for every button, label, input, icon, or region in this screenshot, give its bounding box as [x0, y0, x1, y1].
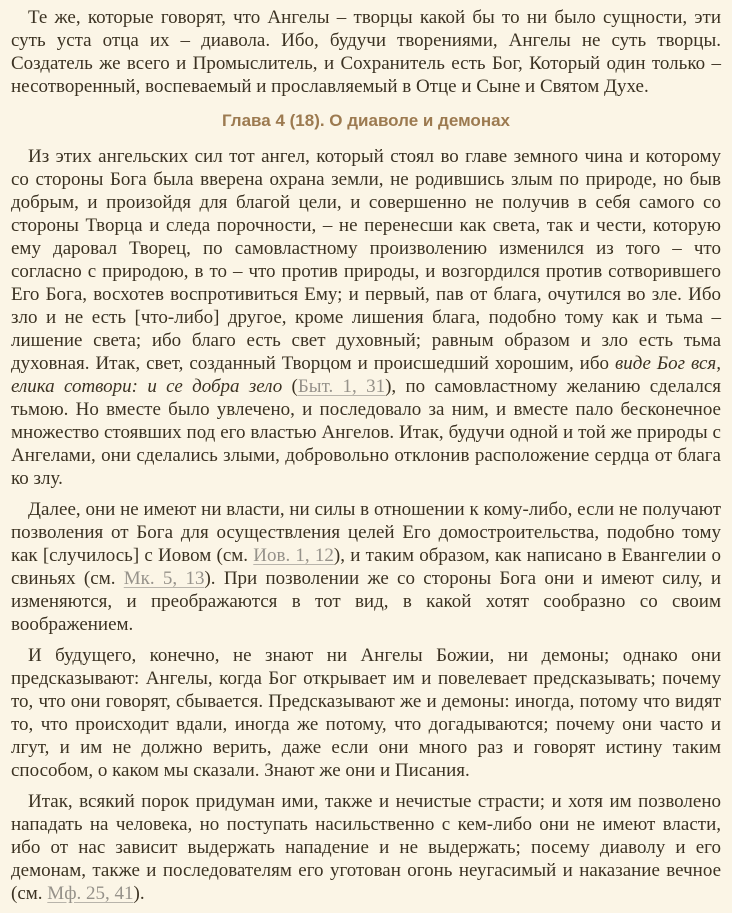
paragraph — [11, 145, 721, 490]
paragraph — [11, 6, 721, 98]
scripture-reference-link[interactable]: Мк. 5, 13 — [123, 568, 205, 589]
scripture-reference-link[interactable]: Быт. 1, 31 — [297, 376, 386, 397]
text-run: ( — [282, 376, 298, 397]
text-run: Из этих ангельских сил тот ангел, который стоял во главе земного чина и которому со стороны Бога была вверена охрана земли, не родившись злым по природе, но быв добрым, и произойдя для благой цели, и совершенно не получив в себя самого со стороны Творца и следа порочности, – не перенесши как света, так и чести, которую ему даровал Творец, по самовластному произволению изменился из того – что согласно с природою, в то – что против природы, и возгордился против сотворившего Его Бога, восхотев воспротивиться Ему; и первый, пав от блага, очутился во зле. Ибо зло и не есть [что-либо] другое, кроме лишения блага, подобно тому как и тьма – лишение света; ибо благо есть свет духовный; равным образом и зло есть тьма духовная. Итак, свет, созданный Творцом и происшедший хорошим, ибо — [11, 146, 721, 374]
scripture-reference-link[interactable]: Иов. 1, 12 — [253, 545, 334, 566]
paragraph — [11, 498, 721, 636]
paragraph — [11, 644, 721, 782]
scripture-reference-link[interactable]: Мф. 25, 41 — [47, 883, 134, 904]
text-run: ), по самовластному желанию сделался тьмою. Но вместе было увлечено, и последовало за ним, и вместе пало бесконечное множество стоявших под его властью Ангелов. Итак, будучи одной и той же природы с Ангелами, они сделались злыми, добровольно отклонив расположение сердца от блага ко злу. — [11, 376, 722, 489]
text-run: ). При позволении же со стороны Бога они и имеют силу, и изменяются, и преображаются в тот вид, в какой хотят сообразно со своим воображением. — [11, 568, 722, 635]
text-run: ), и таким образом, как написано в Евангелии о свиньях (см. — [11, 545, 721, 589]
chapter-heading: Глава 4 (18). О диаволе и демонах — [222, 111, 510, 130]
text-run: Те же, которые говорят, что Ангелы – творцы какой бы то ни было сущности, эти суть уста отца их – диавола. Ибо, будучи творениями, Ангелы не суть творцы. Создатель же всего и Промыслитель, и Сохранитель есть Бог, Который один только – несотворенный, воспеваемый и прославляемый в Отце и Сыне и Святом Духе. — [11, 7, 721, 97]
text-run: Итак, всякий порок придуман ими, также и нечистые страсти; и хотя им позволено нападать на человека, но поступать насильственно с кем-либо они не имеют власти, ибо от нас зависит выдержать нападение и не выдержать; посему диаволу и его демонам, также и последователям его уготован огонь неугасимый и наказание вечное (см. — [11, 791, 721, 904]
text-run: И будущего, конечно, не знают ни Ангелы Божии, ни демоны; однако они предсказывают: Ангелы, когда Бог открывает им и повелевает предсказывать; почему то, что они говорят, сбывается. Предсказывают же и демоны: иногда, потому что видят то, что происходит вдали, иногда же потому, что догадываются; почему они часто и лгут, и им не должно верить, даже если они много раз и говорят истину таким способом, о каком мы сказали. Знают же они и Писания. — [11, 645, 721, 781]
paragraph — [11, 790, 721, 905]
scripture-quote: виде Бог вся, елика сотвори: и се добра зело — [11, 353, 722, 397]
text-run: ). — [133, 883, 145, 904]
text-run: Далее, они не имеют ни власти, ни силы в отношении к кому-либо, если не получают позволения от Бога для осуществления целей Его домостроительства, подобно тому как [случилось] с Иовом (см. — [11, 499, 721, 566]
